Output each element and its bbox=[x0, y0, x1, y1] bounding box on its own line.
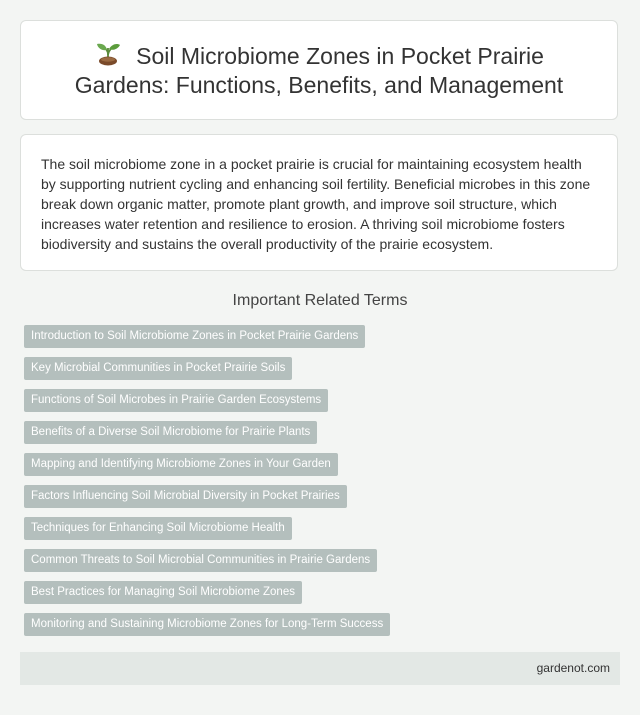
intro-paragraph: The soil microbiome zone in a pocket prairie is crucial for maintaining ecosystem health by supporting nutrient cycling and enhancing soil fertility. Beneficial microbes in this zone break down organic matter, promote plant growth, and improve soil structure, which increases water retention and resilience to erosion. A thriving soil microbiome fosters biodiversity and sustains the overall productivity of the prairie ecosystem. bbox=[41, 156, 591, 252]
related-term-tag[interactable]: Techniques for Enhancing Soil Microbiome Health bbox=[24, 517, 292, 540]
title-card bbox=[20, 20, 618, 120]
related-term-tag[interactable]: Common Threats to Soil Microbial Communities in Prairie Gardens bbox=[24, 549, 377, 572]
related-term-tag[interactable]: Monitoring and Sustaining Microbiome Zones for Long-Term Success bbox=[24, 613, 390, 636]
related-term-tag[interactable]: Mapping and Identifying Microbiome Zones in Your Garden bbox=[24, 453, 338, 476]
related-term-tag[interactable]: Benefits of a Diverse Soil Microbiome for Prairie Plants bbox=[24, 421, 317, 444]
related-terms-heading: Important Related Terms bbox=[232, 292, 408, 309]
sprout-icon bbox=[94, 41, 122, 67]
footer bbox=[20, 652, 620, 685]
related-term-tag[interactable]: Factors Influencing Soil Microbial Diversity in Pocket Prairies bbox=[24, 485, 347, 508]
related-term-tag[interactable]: Introduction to Soil Microbiome Zones in Pocket Prairie Gardens bbox=[24, 325, 365, 348]
related-term-tag[interactable]: Best Practices for Managing Soil Microbiome Zones bbox=[24, 581, 302, 604]
page-title bbox=[21, 41, 617, 100]
intro-card bbox=[20, 134, 618, 271]
page-title-text: Soil Microbiome Zones in Pocket Prairie Gardens: Functions, Benefits, and Management bbox=[74, 42, 564, 98]
related-term-tag[interactable]: Functions of Soil Microbes in Prairie Garden Ecosystems bbox=[24, 389, 328, 412]
related-terms-list bbox=[24, 325, 624, 645]
related-term-tag[interactable]: Key Microbial Communities in Pocket Prairie Soils bbox=[24, 357, 292, 380]
footer-site-link[interactable]: gardenot.com bbox=[536, 661, 610, 675]
